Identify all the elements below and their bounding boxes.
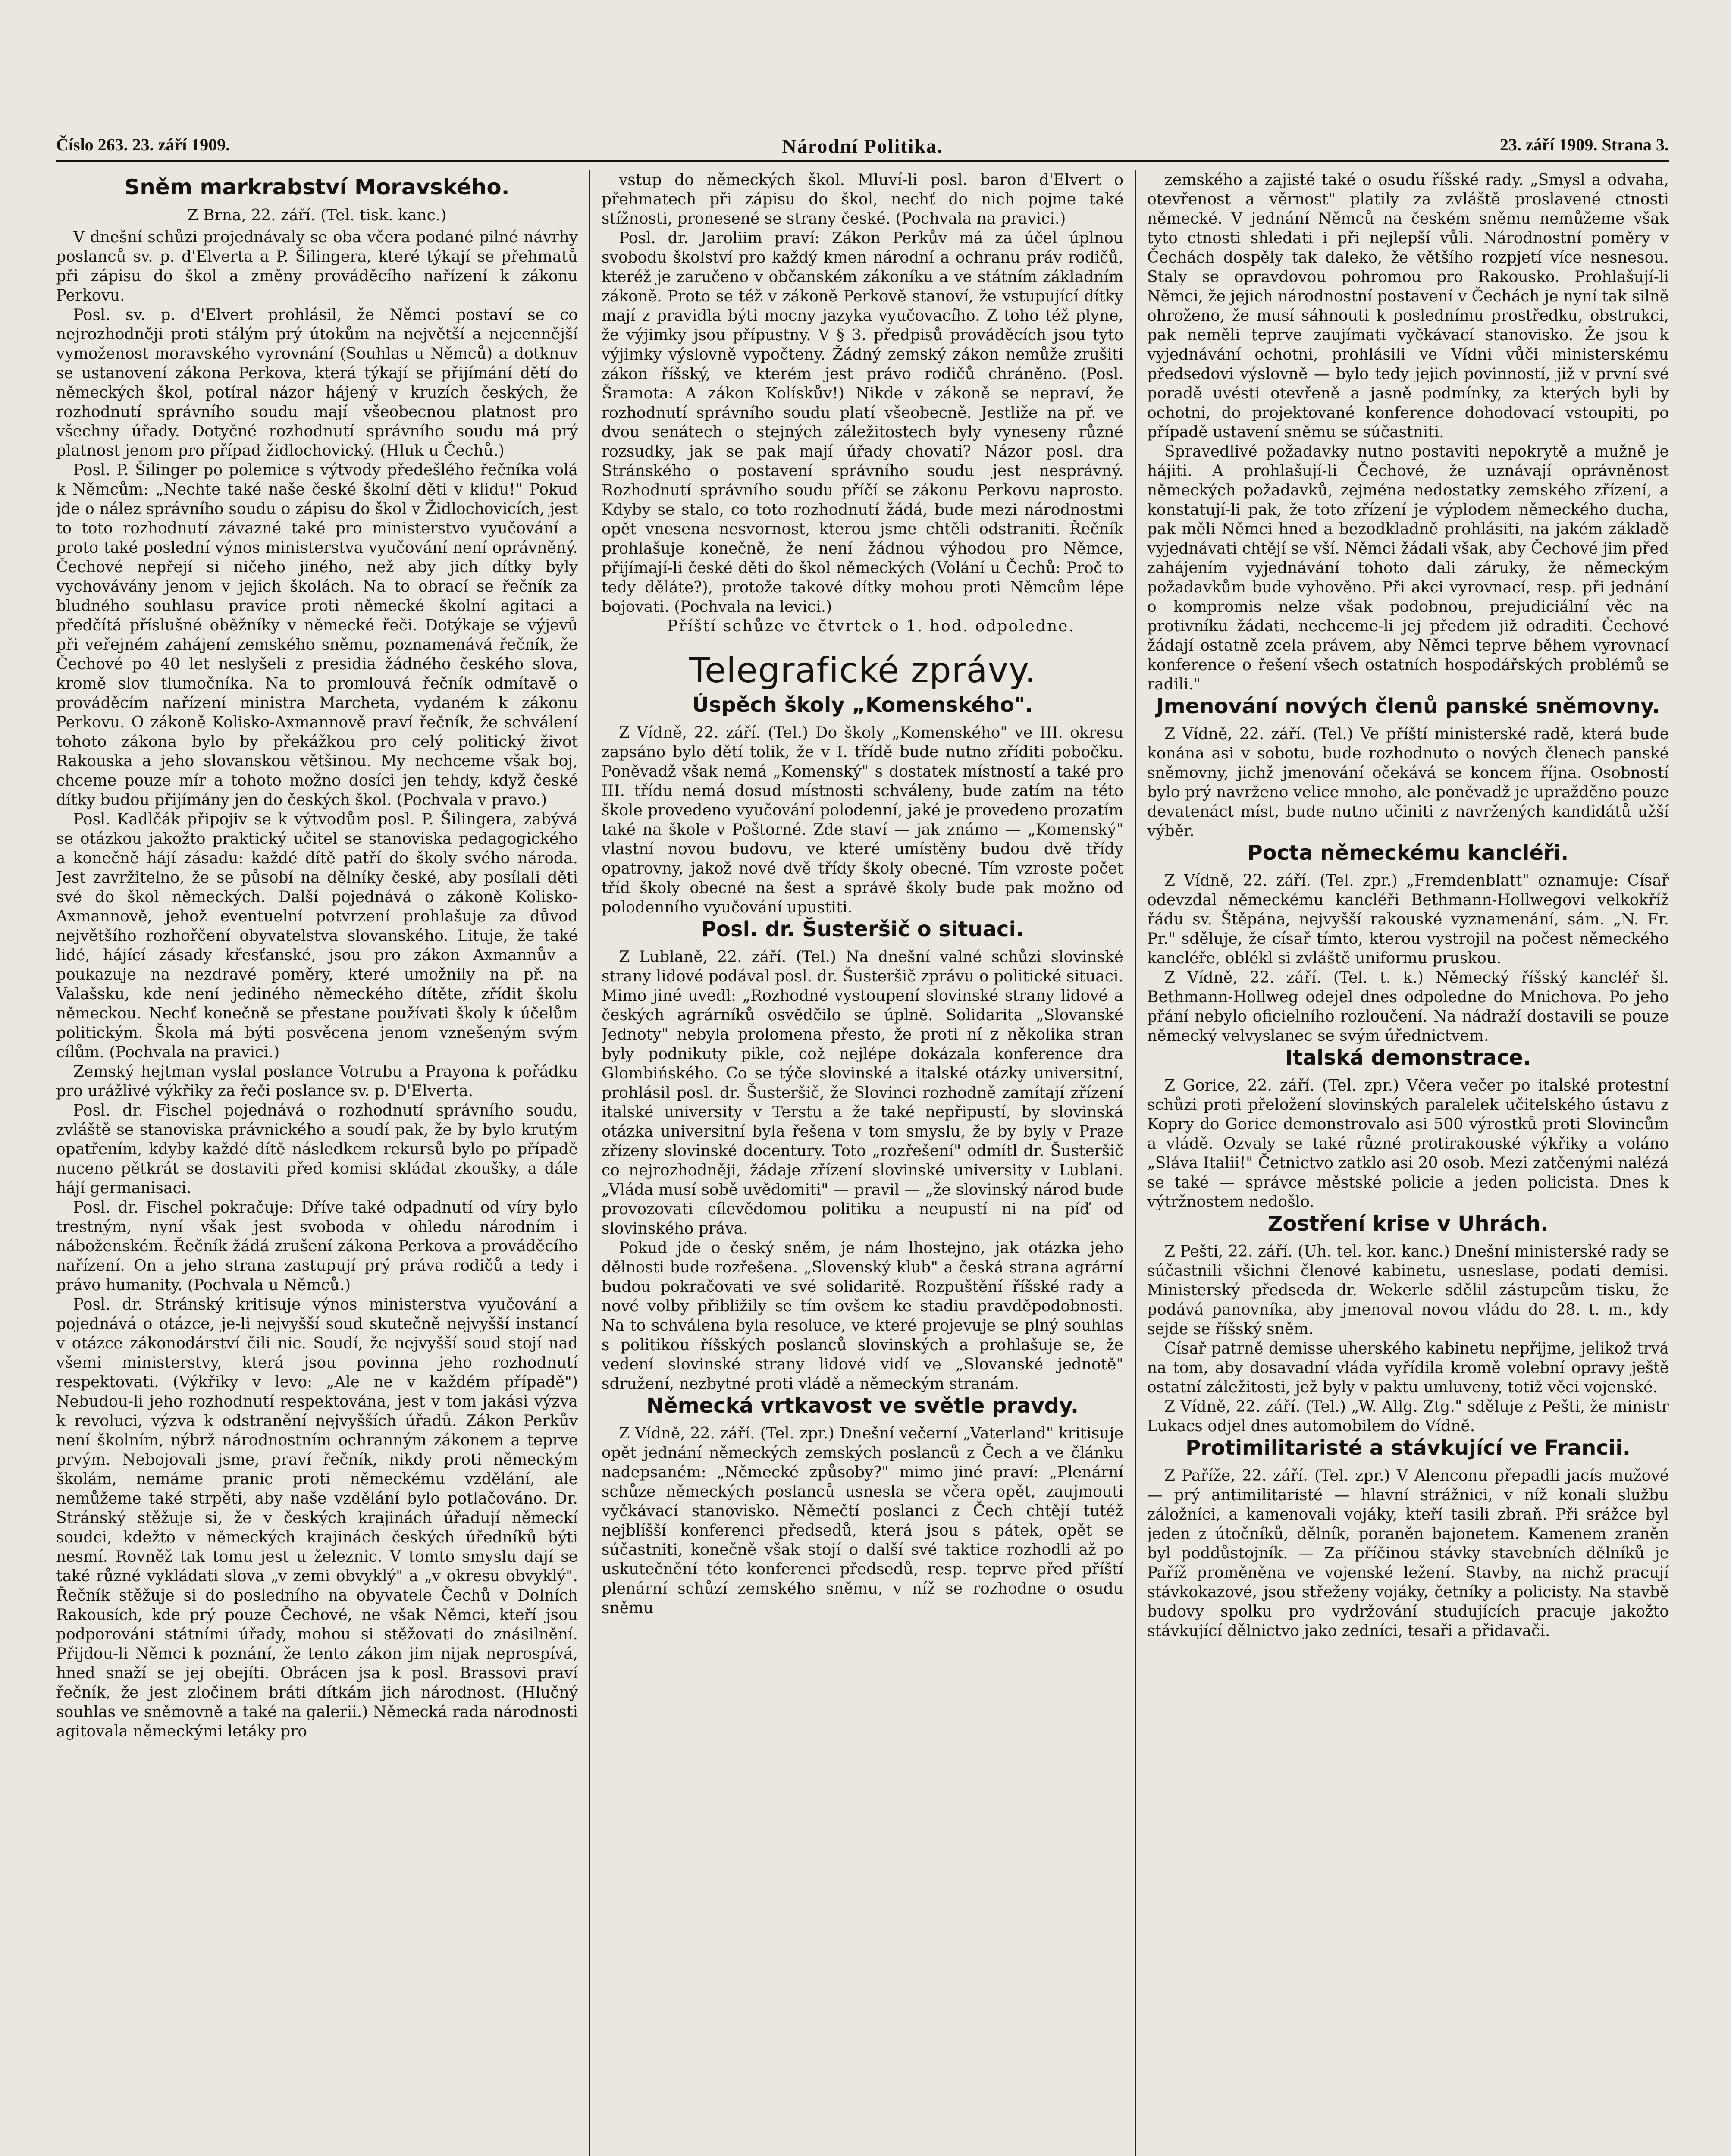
column-divider <box>589 170 590 2156</box>
column-1 <box>56 170 578 2156</box>
article-paragraph: Z Lublaně, 22. září. (Tel.) Na dnešní valné schůzi slovinské strany lidové podával posl. dr. Šusteršič zprávu o politické situaci. Mimo jiné uvedl: „Rozhodné vystoupení slovinské strany lidové a českých agrárníků osvědčilo se úplně. Solidarita „Slovanské Jednoty" nebyla prolomena přesto, že proti ní z několika stran byly podnikuty pikle, což nejlépe dokázala konference dra Glombińského. Co se týče slovinské a italské otázky universitní, prohlásil posl. dr. Šusteršič, že Slovinci rozhodně zamítají zřízení italské university v Terstu a že také nepřipustí, by slovinská otázka universitní byla řešena v tom smyslu, že by byly v Praze zřízeny slovinské docentury. Toto „rozřešení" odmítl dr. Šusteršič co nejrozhodněji, žádaje zřízení slovinské university v Lublani. „Vláda musí sobě uvědomiti" — pravil — „že slovinský národ bude provozovati cílevědomou politiku a neupustí ni na píď od slovinského práva. <box>602 948 1123 1238</box>
article-paragraph: Císař patrně demisse uherského kabinetu nepřijme, jelikož trvá na tom, aby dosavadní vláda vyřídila kromě volební opravy ještě ostatní záležitosti, jež byly v paktu umluveny, totiž věci vojenské. <box>1147 1340 1669 1396</box>
article-paragraph: Z Vídně, 22. září. (Tel. t. k.) Německý říšský kancléř šl. Bethmann-Hollweg odejel dnes odpoledne do Mnichova. Po jeho přání nebylo oficielního rozloučení. Na nádraží dostavili se pouze německý velvyslanec se svým úřednictvem. <box>1147 969 1669 1045</box>
article-paragraph: Z Vídně, 22. září. (Tel.) Ve příští ministerské radě, která bude konána asi v sobotu, bude rozhodnuto o nových členech panské sněmovny, jichž jmenování očekává se koncem října. Osobností bylo prý navrženo velice mnoho, ale poněvadž je upražděno pouze devatenáct míst, bude nutno učiniti z navržených kandidátů užší výběr. <box>1147 725 1669 840</box>
article-paragraph: Z Gorice, 22. září. (Tel. zpr.) Včera večer po italské protestní schůzi proti přeložení slovinských paralelek učitelského ústavu z Koprу do Gorice demonstrovalo asi 500 výrostků proti Slovincům a vládě. Ozvaly se také různé protirakouské výkřiky a voláno „Sláva Italii!" Četnictvo zatklo asi 20 osob. Mezi zatčenými nalézá se také — správce městské policie a jeden policista. Dnes k výtržnostem nedošlo. <box>1147 1077 1669 1211</box>
article-paragraph: Posl. dr. Fischel pokračuje: Dříve také odpadnutí od víry bylo trestným, nyní však jest svoboda v ohledu národním i náboženském. Řečník žádá zrušení zákona Perkova a prováděcího nařízení. On a jeho strana zastupují prý práva rodičů a tedy i právo humanity. (Pochvala u Němců.) <box>56 1199 578 1294</box>
newspaper-title: Národní Politika. <box>782 135 943 157</box>
article-paragraph: Posl. dr. Jaroliim praví: Zákon Perkův má za účel úplnou svobodu školství pro každý kmen národní a ochranu práv rodičů, kteréž je zaručeno v občanském zákoníku a ve státním základním zákoně. Proto se též v zákoně Perkově stanoví, že vstupující dítky mají z pravidla býti mocny jazyka vyučovacího. Z toho též plyne, že výjimky jsou přípustny. V § 3. předpisů prováděcích jsou tyto výjimky výslovně vypočteny. Žádný zemský zákon nemůže zrušiti zákon říšský, ve kterém jest právo rodičů chráněno. (Posl. Šramota: A zákon Kolískův!) Nikde v zákoně se nepraví, že rozhodnutí správního soudu platí všeobecně. Jestliže na př. ve dvou senátech o stejných záležitostech byly vyneseny různé rozsudky, jak se pak mají úřady chovati? Názor posl. dra Stránského o postavení správního soudu jest nesprávný. Rozhodnutí správního soudu příčí se zákonu Perkovu naprosto. Kdyby se stalo, co toto rozhodnutí žádá, bude mezi národnostmi opět vnesena nesvornost, kterou jsme chtěli odstraniti. Řečník prohlašuje konečně, že není žádnou výhodou pro Němce, přijímají-li české děti do škol německých (Volání u Čechů: Proč to tedy děláte?), protože takové dítky mohou proti Němcům lépe bojovati. (Pochvala na levici.) <box>602 229 1123 616</box>
article-paragraph: Z Vídně, 22. září. (Tel.) „W. Allg. Ztg." sděluje z Pešti, že ministr Lukacs odjel dnes automobilem do Vídně. <box>1147 1398 1669 1435</box>
article-paragraph: Z Vídně, 22. září. (Tel. zpr.) Dnešní večerní „Vaterland" kritisuje opět jednání německých zemských poslanců z Čech a ve článku nadepsaném: „Německé způsoby?" mimo jiné praví: „Plenární schůze německých poslanců usnesla se včera opět, zaujmouti vyčkávací stanovisko. Němečtí poslanci z Čech chtějí tutéž nejblíšší konferenci předsedů, která jsou s pátek, opět se súčastniti, konečně však stojí o další své taktice rozhodli až po uskutečnění této konferenci předsedů, resp. teprve před příští plenární schůzí zemského sněmu, v níž se rozhodne o osudu sněmu <box>602 1425 1123 1617</box>
article-heading: Posl. dr. Šusteršič o situaci. <box>701 917 1024 941</box>
article-paragraph: Z Vídně, 22. září. (Tel. zpr.) „Fremdenblatt" oznamuje: Císař odevzdal německému kancléři Bethmann-Hollwegovi velkokříž řádu sv. Štěpána, nejvyšší rakouské vyznamenání, sám. „N. Fr. Pr." sděluje, že císař tímto, kterou vystrojil na počest německého kancléře, oblékl si zvláště uniformu pruskou. <box>1147 872 1669 967</box>
article-paragraph: Posl. dr. Fischel pojednává o rozhodnutí správního soudu, zvláště se stanoviska právnického a soudí pak, že by bylo krutým opatřením, kdyby každé dítě následkem rekursů bylo po případě nucenо pětkrát se dostaviti před komisi skládat zkoušky, a dále hájí germanisaci. <box>56 1102 578 1197</box>
article-paragraph: Posl. sv. p. d'Elvert prohlásil, že Němci postaví se co nejrozhodněji proti stálým prý útokům na největší a nejcennější vymoženost moravského vyrovnání (Souhlas u Němců) a dotknuv se ustanovení zákona Perkova, která týkají se přijímání dětí do německých škol, potíral názor hájený v kruzích českých, že rozhodnutí správního soudu mají všeobecnou platnost pro všechny úřady. Dotyčné rozhodnutí správního soudu má prý platnost jenom pro případ židlochovický. (Hluk u Čechů.) <box>56 306 578 460</box>
article-paragraph: Posl. dr. Stránský kritisuje výnos ministerstva vyučování a pojednává o otázce, je-li nejvyšší soud skutečně nejvyšší instancí v otázce zákonodárství čili nic. Soudí, že nejvyšší soud stojí nad všemi ministerstvy, která jsou povinna jeho rozhodnutí respektovati. (Výkřiky v levo: „Ale ne v každém případě") Nebudou-li jeho rozhodnutí respektována, jest v tom jakási výzva k revoluci, výzva k odstranění nejvyšších úřadů. Zákon Perkův není školním, nýbrž národnostním ochranným zákonem a teprve prvým. Nebojovali jsme, praví řečník, nikdy proti německým školám, nemáme pranic proti německému vzdělání, ale nemůžeme také strpěti, aby naše vzdělání bylo potlačováno. Dr. Stránský stěžuje si, že v českých krajinách úřadují německí soudci, kdežto v německých krajinách českých úředníků býti nesmí. Rovněž tak tomu jest u železnic. V tomto smyslu dají se také různé vykládati slova „v zemi obvyklý" a „v okresu obvyklý". Řečník stěžuje si do posledního na obyvatele Čechů v Dolních Rakousích, kde prý pouze Čechové, ne však Němci, kteří jsou podporováni státními úřady, mohou si stěžovati do znásilnění. Přijdou-li Němci k poznání, že tento zákon jim nijak neprospívá, hned snaží se jej obejíti. Obrácen jsa k posl. Brassovi praví řečník, že jest zločinem bráti dítkám jich národnost. (Hlučný souhlas ve sněmovně a také na galerii.) Německá rada národnosti agitovala německými letáky pro <box>56 1296 578 1740</box>
article-paragraph: zemského a zajisté také o osudu říšské rady. „Smysl a odvaha, otevřenost a věrnost" platily za zvláště proslavené ctnosti německé. V jednání Němců na českém sněmu nemůžeme však tyto ctnosti shledati i při nejlepší vůli. Národnostní poměry v Čechách dospěly tak daleko, že většího rozpjetí více nesnesou. Staly se opravdovou pohromou pro Rakousko. Prohlašují-li Němci, že jejich národnostní postavení v Čechách je nyní tak silně ohroženo, že musí sáhnouti k poslednímu prostředku, obstrukci, pak neměli teprve zaujímati vyčkávací stanovisko. Že jsou k vyjednávání ochotni, prohlásili ve Vídni vůči ministerskému předsedovi výslovně — bylo tedy jejich povinností, již v první své poradě uvésti otevřeně a jasně podmínky, za kterých byli by ochotni, do projektované konference dohodovací vstoupiti, po případě ustavení sněmu se súčastniti. <box>1147 171 1669 441</box>
column-3 <box>1147 170 1669 2156</box>
article-paragraph: Pokud jde o český sněm, je nám lhostejno, jak otázka jeho dělnosti bude rozřešena. „Slovenský klub" a česká strana agrární budou pokračovati ve své solidaritě. Rozpuštění říšské rady a nové volby přibližily se tím ovšem ke stadiu pravděpodobnosti. Na to schválena byla resoluce, ve které projevuje se plný souhlas s politikou říšských poslanců slovinských a prohlašuje se, že vedení slovinské strany lidové vidí ve „Slovanské jednotě" sdružení, nezbytné proti vládě a německým stranám. <box>602 1239 1123 1393</box>
article-heading: Sněm markrabství Moravského. <box>124 175 510 200</box>
article-heading: Pocta německému kancléři. <box>1247 841 1569 865</box>
dateline: Z Brna, 22. září. (Tel. tisk. kanc.) <box>187 207 447 224</box>
article-heading: Zostření krise v Uhrách. <box>1267 1212 1549 1236</box>
article-heading: Italská demonstrace. <box>1285 1046 1531 1070</box>
article-paragraph: Z Pešti, 22. září. (Uh. tel. kor. kanc.) Dnešní ministerské rady se súčastnili všichni členové kabinetu, usneslase, podati demisi. Ministerský předseda dr. Wekerle sdělil zástupcům tisku, že podává panovníka, aby jmenoval novou vládu do 28. t. m., kdy sejde se říšský sněm. <box>1147 1243 1669 1338</box>
article-paragraph: V dnešní schůzi projednávaly se oba včera podané pilné návrhy poslanců sv. p. d'Elverta a P. Šilingera, které týkají se přehmatů při zápisu do škol a změny prováděcího nařízení k zákonu Perkovu. <box>56 229 578 304</box>
page-number: 23. září 1909. Strana 3. <box>1499 135 1669 154</box>
section-heading: Telegrafické zprávy. <box>689 650 1036 690</box>
article-paragraph: Posl. P. Šilinger po polemice s výtvody předešlého řečníka volá k Němcům: „Nechte také naše české školní děti v klidu!" Pokud jde o nález správního soudu o zápisu do škol v Židlochovicích, jest to toto rozhodnutí závazné také pro ministerstvo vyučování a proto také poslední výnos ministerstva vyučování není oprávněný. Čechové nepřejí si ničeho jiného, než aby jich dítky byly vychovávány jenom v jejich školách. Na to obrací se řečník za bludného souhlasu pravice proti německé školní agitaci a předčítá příslušné oběžníky v německé řeči. Dotýkaje se výjevů při veřejném zahájení zemského sněmu, poznamenává řečník, že Čechové po 40 let neslyšeli z presidia žádného českého slova, kromě slov tlumočníka. Na to promlouvá řečník odmítavě o prováděcím nařízení ministra Marchetа, vydaném k zákonu Perkovu. O zákoně Kolisko-Axmannově praví řečník, že schválení tohoto zákona bylo by překážkou pro celý politický život Rakouska a jeho slovanskou většinou. My nechceme však boj, chceme pouze mír a tohoto možno dosíci jen tehdy, když české dítky budou přijímány jen do českých škol. (Pochvala v pravo.) <box>56 461 578 809</box>
column-2 <box>602 170 1123 2156</box>
newspaper-page <box>56 129 1669 2156</box>
article-paragraph: Spravedlivé požadavky nutno postaviti nepokrytě a mužně je hájiti. A prohlašují-li Čechové, že uznávají oprávněnost německých požadavků, zejména nedostatky zemského zřízení, a konstatují-li pak, že toto zřízení je výplodem německého ducha, pak měli Němci hned a bezodkladně prohlásiti, na jakém základě vyjednávati chtějí se vší. Němci žádali však, aby Čechové jim před zahájením vyjednávání tohoto dali záruky, že německým požadavkům bude vyhověno. Při akci vyrovnací, resp. při jednání o kompromis nelze však podobnou, prejudiciální věc na protivníku žádati, nechceme-li jej předem již odraditi. Čechové žádají ostatně zcela právem, aby Němci teprve během vyrovnací konference o řešení všech ostatních hospodářských problémů se radili." <box>1147 443 1669 693</box>
column-divider <box>1135 170 1136 2156</box>
article-paragraph: Z Vídně, 22. září. (Tel.) Do školy „Komenského" ve III. okresu zapsáno bylo dětí tolik, že v I. třídě bude nutno zříditi pobočku. Poněvadž však nemá „Komenský" s dostatek místností a také pro III. třídu nemá dosud místnosti schváleny, bude zatím na této škole provedeno vyučování polodenní, jaké je provedeno prozatím také na škole v Poštorné. Zde staví — jak známo — „Komenský" vlastní novou budovu, ve které umístěny budou dvě třídy opatrovny, jakož nové dvě třídy školy obecné. Tím vzroste počet tříd školy obecné na šest a správě školy bude pak možno od polodenního vyučování upustiti. <box>602 724 1123 916</box>
article-heading: Jmenování nových členů panské sněmovny. <box>1156 694 1660 718</box>
article-paragraph: Posl. Kadlčák připojiv se k výtvodům posl. P. Šilingera, zabývá se otázkou jakožto praktický učitel se stanoviska pedagogického a konečně hájí zásadu: každé dítě patří do školy svého národa. Jest zavržitelno, že se působí na dělníky české, aby posílali děti své do škol německých. Další pojednává o zákoně Kolisko-Axmannově, jehož eventuelní potvrzení prohlašuje za důvod největšího rozhořčení obyvatelstva slovanského. Lituje, že také lidé, hájící zásady křesťanské, jsou pro zákon Axmannův a poukazuje na nezdravé poměry, které umožnily na př. na Valašsku, kde není jediného německého dítěte, zřídit školu německou. Nechť konečně se přestane používati školy k účelům politickým. Škola má býti posvěcena jenom vznešeným svým cílům. (Pochvala na pravici.) <box>56 811 578 1061</box>
article-paragraph: Z Paříže, 22. září. (Tel. zpr.) V Alenconu přepadli jacís mužové — prý antimilitaristé — hlavní strážnici, v níž konali službu záložníci, a kamenovali vojáky, kteří tasili zbraň. Při srážce byl jeden z útočníků, dělník, poraněn bajonetem. Kamenem zraněn byl poddůstojník. — Za příčinou stávky stavebních dělníků je Paříž proměněna ve vojenské ležení. Stavby, na nichž pracují stávkokazové, jsou střeženy vojáky, četníky a policisty. Na stavbě budovy spolku pro vydržování studujících pracuje jakožto stávkující dělnictvo jako zedníci, tesaři a přidavači. <box>1147 1467 1669 1640</box>
article-heading: Německá vrtkavost ve světle pravdy. <box>646 1394 1079 1418</box>
article-paragraph: vstup do německých škol. Mluví-li posl. baron d'Elvert o přehmatech při zápisu do škol, nechť do nich pojme také stížnosti, pronesené se strany české. (Pochvala na pravici.) <box>602 171 1123 228</box>
issue-number: Číslo 263. 23. září 1909. <box>56 135 230 154</box>
masthead <box>56 129 1669 162</box>
columns <box>56 170 1669 2156</box>
next-session-note: Příští schůze ve čtvrtek o 1. hod. odpoledne. <box>667 617 1075 635</box>
article-heading: Protimilitaristé a stávkující ve Francii. <box>1185 1436 1631 1460</box>
article-heading: Úspěch školy „Komenského". <box>692 693 1033 717</box>
article-paragraph: Zemský hejtman vyslal poslance Votrubu a Prayona k pořádku pro urážlivé výkřiky za řeči poslance sv. p. D'Elverta. <box>56 1063 578 1100</box>
